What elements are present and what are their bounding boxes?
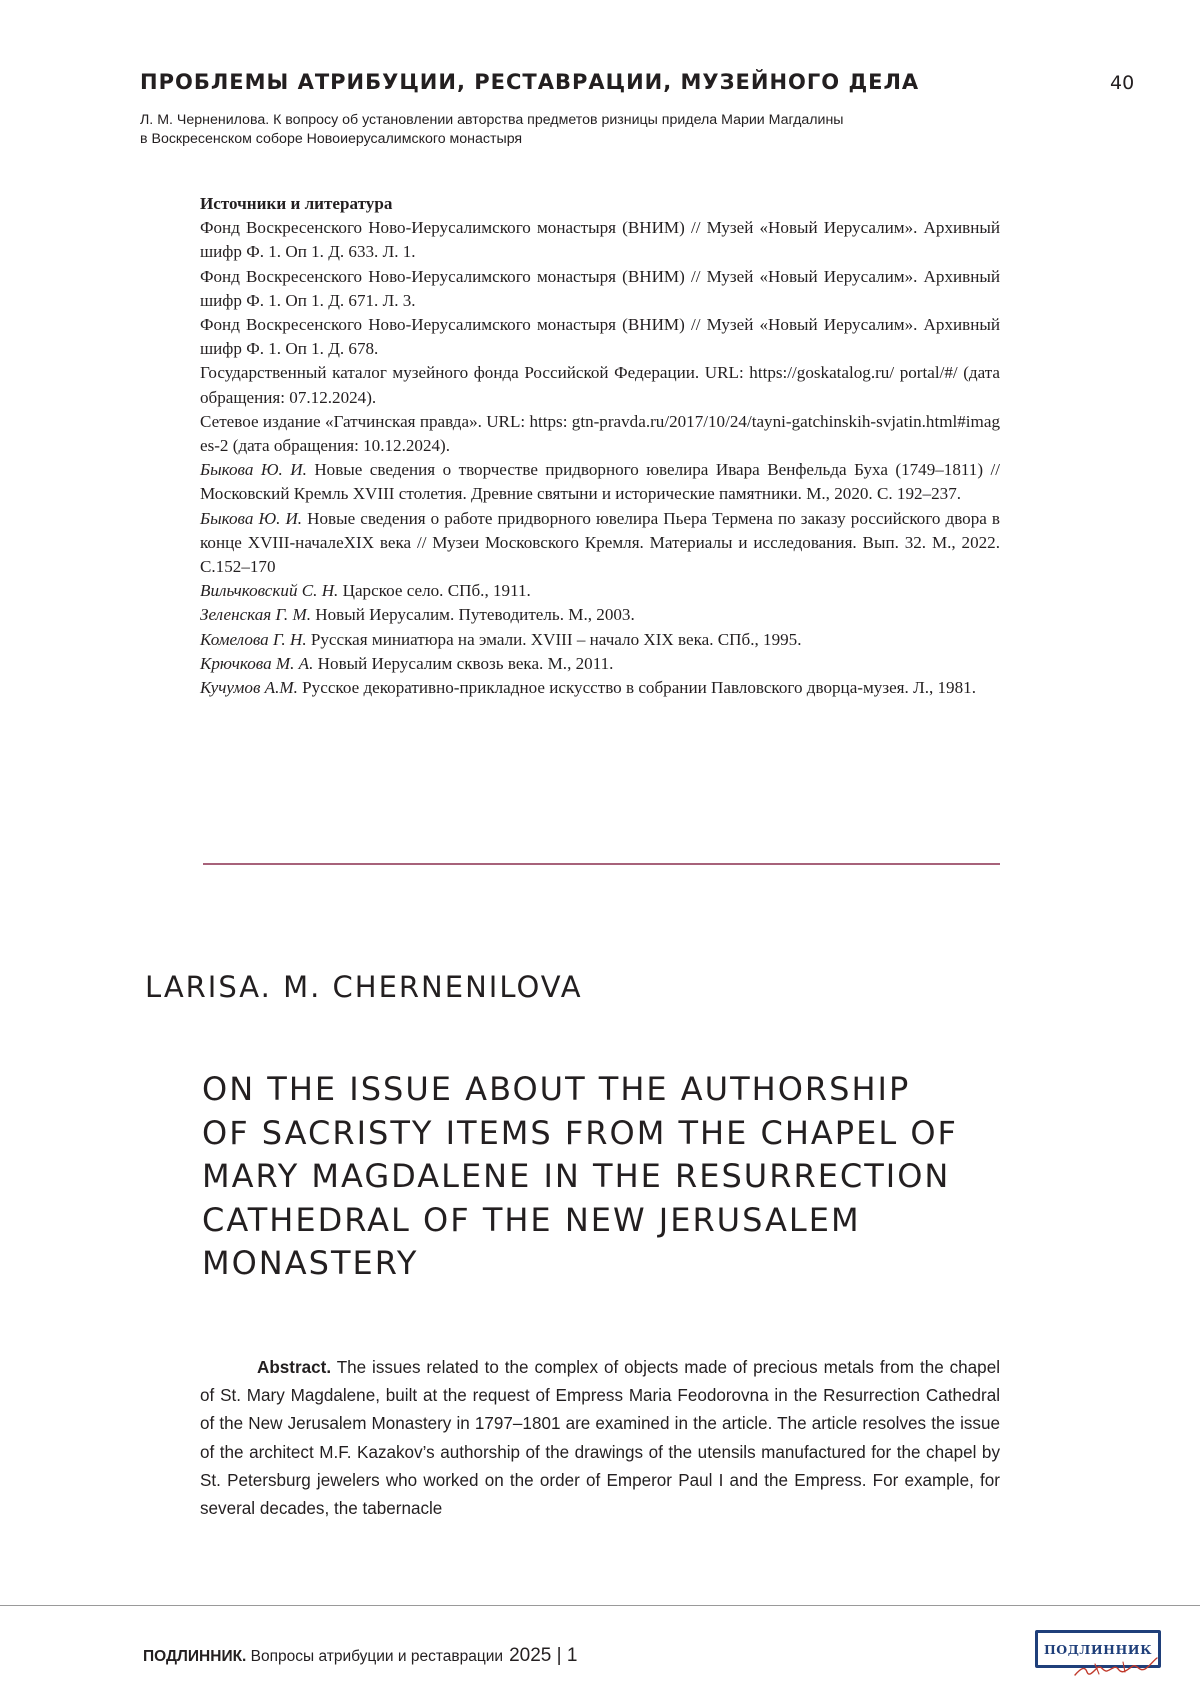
reference-author: Крючкова М. А. [200,653,314,673]
title-line: MONASTERY [202,1244,419,1282]
reference-text: Новые сведения о творчестве придворного ювелира Ивара Венфельда Буха (1749–1811) // Московский Кремль XVIII столетия. Древние святыни и исторические памятники. М., 2020. С. 192–237. [200,460,1001,504]
reference-author: Комелова Г. Н. [200,629,307,649]
journal-logo [1035,1628,1163,1680]
logo-script-signature [1035,1628,1163,1680]
title-line: CATHEDRAL OF THE NEW JERUSALEM [202,1200,861,1239]
reference-item [200,216,1000,264]
section-title: ПРОБЛЕМЫ АТРИБУЦИИ, РЕСТАВРАЦИИ, МУЗЕЙНОГО ДЕЛА [140,70,920,94]
reference-text: Царское село. СПб., 1911. [338,581,531,601]
abstract-label: Abstract. [257,1358,332,1377]
reference-item [200,361,1000,409]
reference-text: Новые сведения о работе придворного ювелира Пьера Термена по заказу российского двора в конце XVIII-началеXIX века // Музеи Московского Кремля. Материалы и исследования. Вып. 32. М., 2022. С.152–170 [200,508,1000,577]
logo-word: ПОДЛИННИК [1044,1641,1152,1657]
reference-item [200,410,1000,458]
reference-text: Фонд Воскресенского Ново-Иерусалимского монастыря (ВНИМ) // Музей «Новый Иерусалим». Архивный шифр Ф. 1. Оп 1. Д. 633. Л. 1. [200,218,1000,262]
reference-item [200,507,1000,580]
author-name: LARISA. M. CHERNENILOVA [145,970,583,1004]
reference-text: Русское декоративно-прикладное искусство в собрании Павловского дворца-музея. Л., 1981. [297,678,976,698]
running-head [140,111,900,149]
reference-item [200,652,1000,676]
references-heading: Источники и литература [200,194,393,213]
section-divider [203,863,1000,865]
reference-author: Зеленская Г. М. [200,605,311,625]
reference-author: Кучумов А.М. [200,678,298,698]
reference-author: Вильчковский С. Н. [200,581,339,601]
title-line: ON THE ISSUE ABOUT THE AUTHORSHIP [202,1070,911,1108]
footer-journal [143,1645,577,1667]
journal-subtitle: Вопросы атрибуции и реставрации [246,1648,504,1665]
running-head-line: в Воскресенском соборе Новоиерусалимского монастыря [140,131,523,147]
title-line: MARY MAGDALENE IN THE RESURRECTION [202,1157,951,1195]
running-head-line: Л. М. Черненилова. К вопросу об установлении авторства предметов ризницы придела Марии Магдалины [140,112,844,128]
reference-item [200,676,1000,700]
reference-author: Быкова Ю. И. [200,460,307,480]
references-section [200,192,1000,700]
article-title [202,1068,1032,1286]
reference-text: Сетевое издание «Гатчинская правда». URL: https: gtn-pravda.ru/2017/10/24/tayni-gatchinskih-svjatin.html#images-2 (дата обращения: 10.12.2024). [200,411,1000,456]
journal-name: ПОДЛИННИК. [143,1648,247,1665]
reference-author: Быкова Ю. И. [200,508,303,528]
title-line: OF SACRISTY ITEMS FROM THE CHAPEL OF [202,1113,958,1152]
reference-item [200,313,1000,361]
abstract [200,1354,1000,1523]
reference-text: Новый Иерусалим. Путеводитель. М., 2003. [311,605,635,625]
reference-text: Фонд Воскресенского Ново-Иерусалимского монастыря (ВНИМ) // Музей «Новый Иерусалим». Архивный шифр Ф. 1. Оп 1. Д. 671. Л. 3. [200,266,1000,310]
reference-item [200,603,1000,627]
page-number: 40 [1110,72,1135,94]
issue-number: 2025 | 1 [509,1645,578,1666]
reference-text: Государственный каталог музейного фонда Российской Федерации. URL: https://goskatalog.ru/ portal/#/ (дата обращения: 07.12.2024). [200,363,1000,407]
reference-item [200,458,1000,506]
abstract-text: The issues related to the complex of objects made of precious metals from the chapel of St. Mary Magdalene, built at the request of Empress Maria Feodorovna in the Resurrection Cathedral of the New Jerusalem Monastery in 1797–1801 are examined in the article. The article resolves the issue of the architect M.F. Kazakov’s authorship of the drawings of the utensils manufactured for the chapel by St. Petersburg jewelers who worked on the order of Emperor Paul I and the Empress. For example, for several decades, the tabernacle [200,1358,1000,1519]
reference-item [200,265,1000,313]
reference-text: Фонд Воскресенского Ново-Иерусалимского монастыря (ВНИМ) // Музей «Новый Иерусалим». Архивный шифр Ф. 1. Оп 1. Д. 678. [200,315,1000,359]
reference-item [200,579,1000,603]
reference-text: Русская миниатюра на эмали. XVIII – начало XIX века. СПб., 1995. [306,629,802,649]
reference-item [200,628,1000,652]
reference-text: Новый Иерусалим сквозь века. М., 2011. [313,653,614,673]
footer-rule [0,1605,1200,1606]
